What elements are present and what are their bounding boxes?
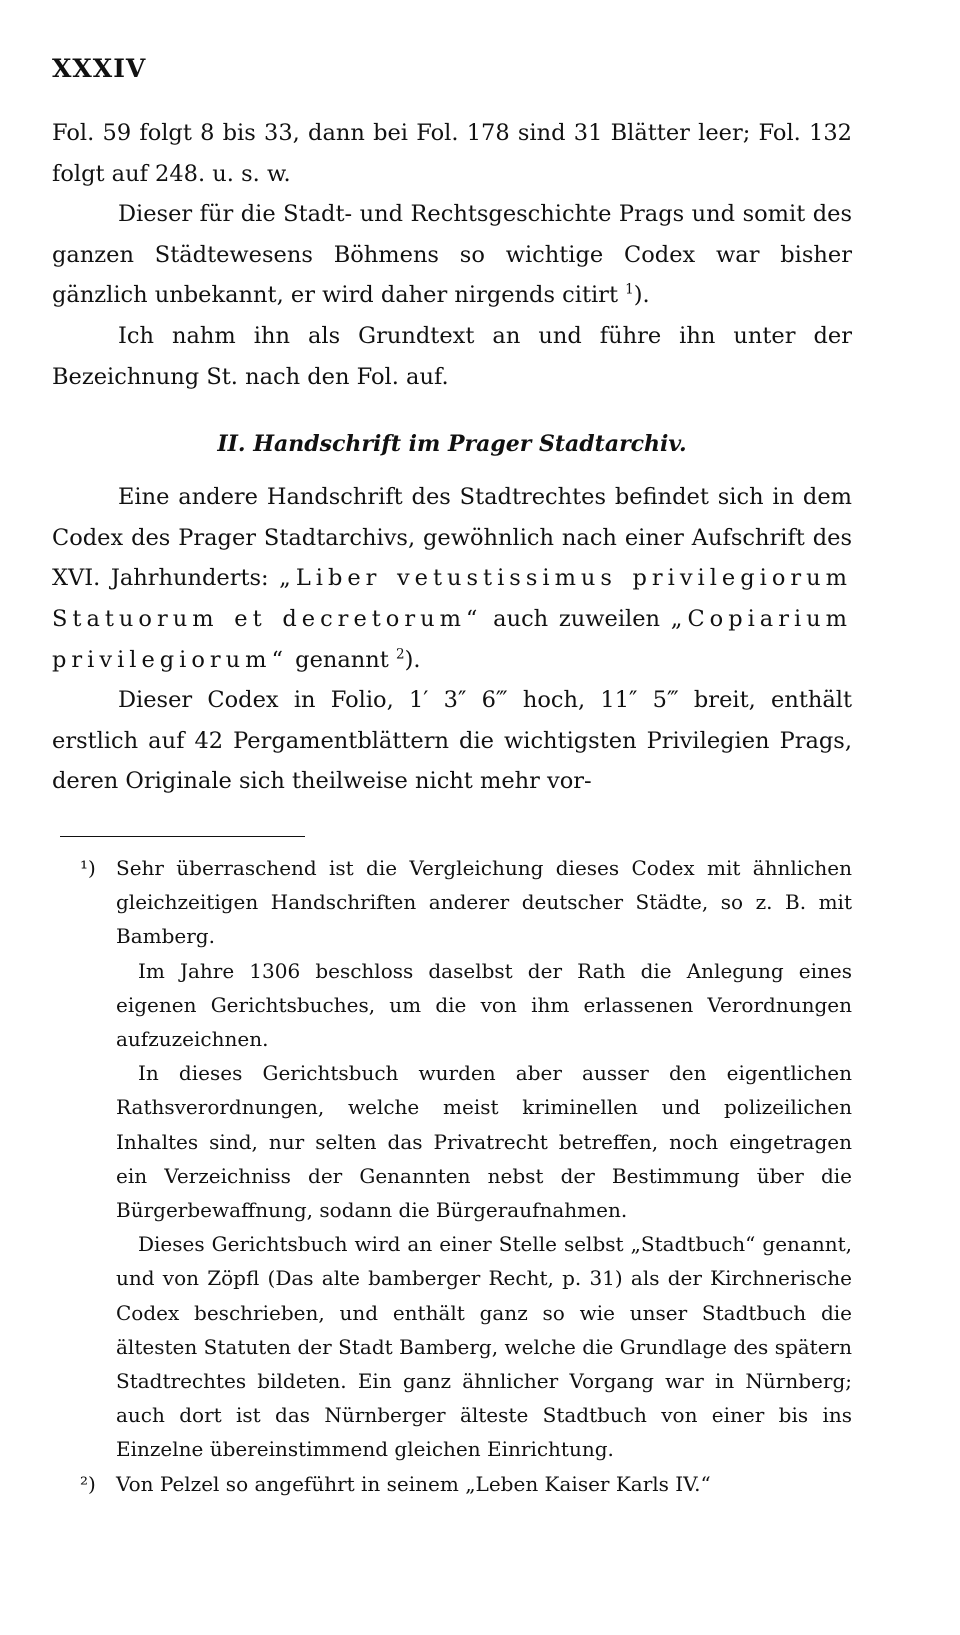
- page-number: XXXIV: [52, 54, 147, 83]
- paragraph: [52, 477, 852, 680]
- footnote-marker: ¹): [80, 855, 96, 880]
- paragraph: Dieser Codex in Folio, 1′ 3″ 6‴ hoch, 11″ 5‴ breit, enthält erstlich auf 42 Pergamentblättern die wichtigsten Privilegien Prags, deren Originale sich theilweise nicht mehr vor-: [52, 687, 852, 795]
- footnote-paragraph: Von Pelzel so angeführt in seinem „Leben Kaiser Karls IV.“: [116, 1471, 711, 1496]
- paragraph-text: genannt: [288, 646, 396, 673]
- main-text: [52, 113, 852, 802]
- paragraph-text: Dieser für die Stadt- und Rechtsgeschichte Prags und somit des ganzen Städtewesens Böhmens so wichtige Codex war bisher gänzlich unbekannt, er wird daher nirgends citirt: [52, 201, 852, 309]
- paragraph-text: ).: [633, 282, 650, 309]
- footnote-marker: ²): [80, 1471, 96, 1496]
- paragraph: Fol. 59 folgt 8 bis 33, dann bei Fol. 178 sind 31 Blätter leer; Fol. 132 folgt auf 248. u. s. w.: [52, 120, 852, 187]
- footnote-ref[interactable]: 1: [625, 281, 634, 298]
- footnotes: [52, 851, 852, 1501]
- footnote-paragraph: Sehr überraschend ist die Vergleichung dieses Codex mit ähnlichen gleichzeitigen Handschriften anderer deutscher Städte, so z. B. mit Bamberg.: [116, 855, 852, 949]
- footnote-paragraph: Dieses Gerichtsbuch wird an einer Stelle selbst „Stadtbuch“ genannt, und von Zöpfl (Das alte bamberger Recht, p. 31) als der Kirchnerische Codex beschrieben, und enthält ganz so wie unser Stadtbuch die ältesten Statuten der Stadt Bamberg, welche die Grundlage des spätern Stadtrechtes bildeten. Ein ganz ähnlicher Vorgang war in Nürnberg; auch dort ist das Nürnberger älteste Stadtbuch von einer bis ins Einzelne übereinstimmend gleichen Einrichtung.: [116, 1232, 852, 1462]
- spaced-title: „Liber vetustissimus privilegiorum Statuorum et decretorum“: [52, 565, 852, 632]
- paragraph: [52, 194, 852, 316]
- section-heading: II. Handschrift im Prager Stadtarchiv.: [217, 431, 687, 458]
- footnote-1: [52, 851, 852, 1467]
- paragraph: Ich nahm ihn als Grundtext an und führe ihn unter der Bezeichnung St. nach den Fol. auf.: [52, 322, 852, 390]
- paragraph-text: ).: [404, 646, 421, 673]
- footnote-divider: [60, 836, 305, 837]
- paragraph-text: auch zuweilen: [482, 605, 671, 632]
- footnote-paragraph: In dieses Gerichtsbuch wurden aber ausser den eigentlichen Rathsverordnungen, welche meist kriminellen und polizeilichen Inhaltes sind, nur selten das Privatrecht betreffen, noch eingetragen ein Verzeichniss der Genannten nebst der Bestimmung über die Bürgerbewaffnung, sodann die Bürgeraufnahmen.: [116, 1061, 852, 1222]
- page: [52, 54, 852, 1501]
- spaced-title: „Copiarium privilegiorum“: [52, 605, 852, 673]
- footnote-2: [52, 1467, 852, 1501]
- footnote-paragraph: Im Jahre 1306 beschloss daselbst der Rath die Anlegung eines eigenen Gerichtsbuches, um die von ihm erlassenen Verordnungen aufzuzeichnen.: [116, 958, 852, 1051]
- paragraph-text: Eine andere Handschrift des Stadtrechtes befindet sich in dem Codex des Prager Stadtarchivs, gewöhnlich nach einer Aufschrift des XVI. Jahrhunderts:: [52, 484, 852, 592]
- footnote-ref[interactable]: 2: [395, 646, 405, 663]
